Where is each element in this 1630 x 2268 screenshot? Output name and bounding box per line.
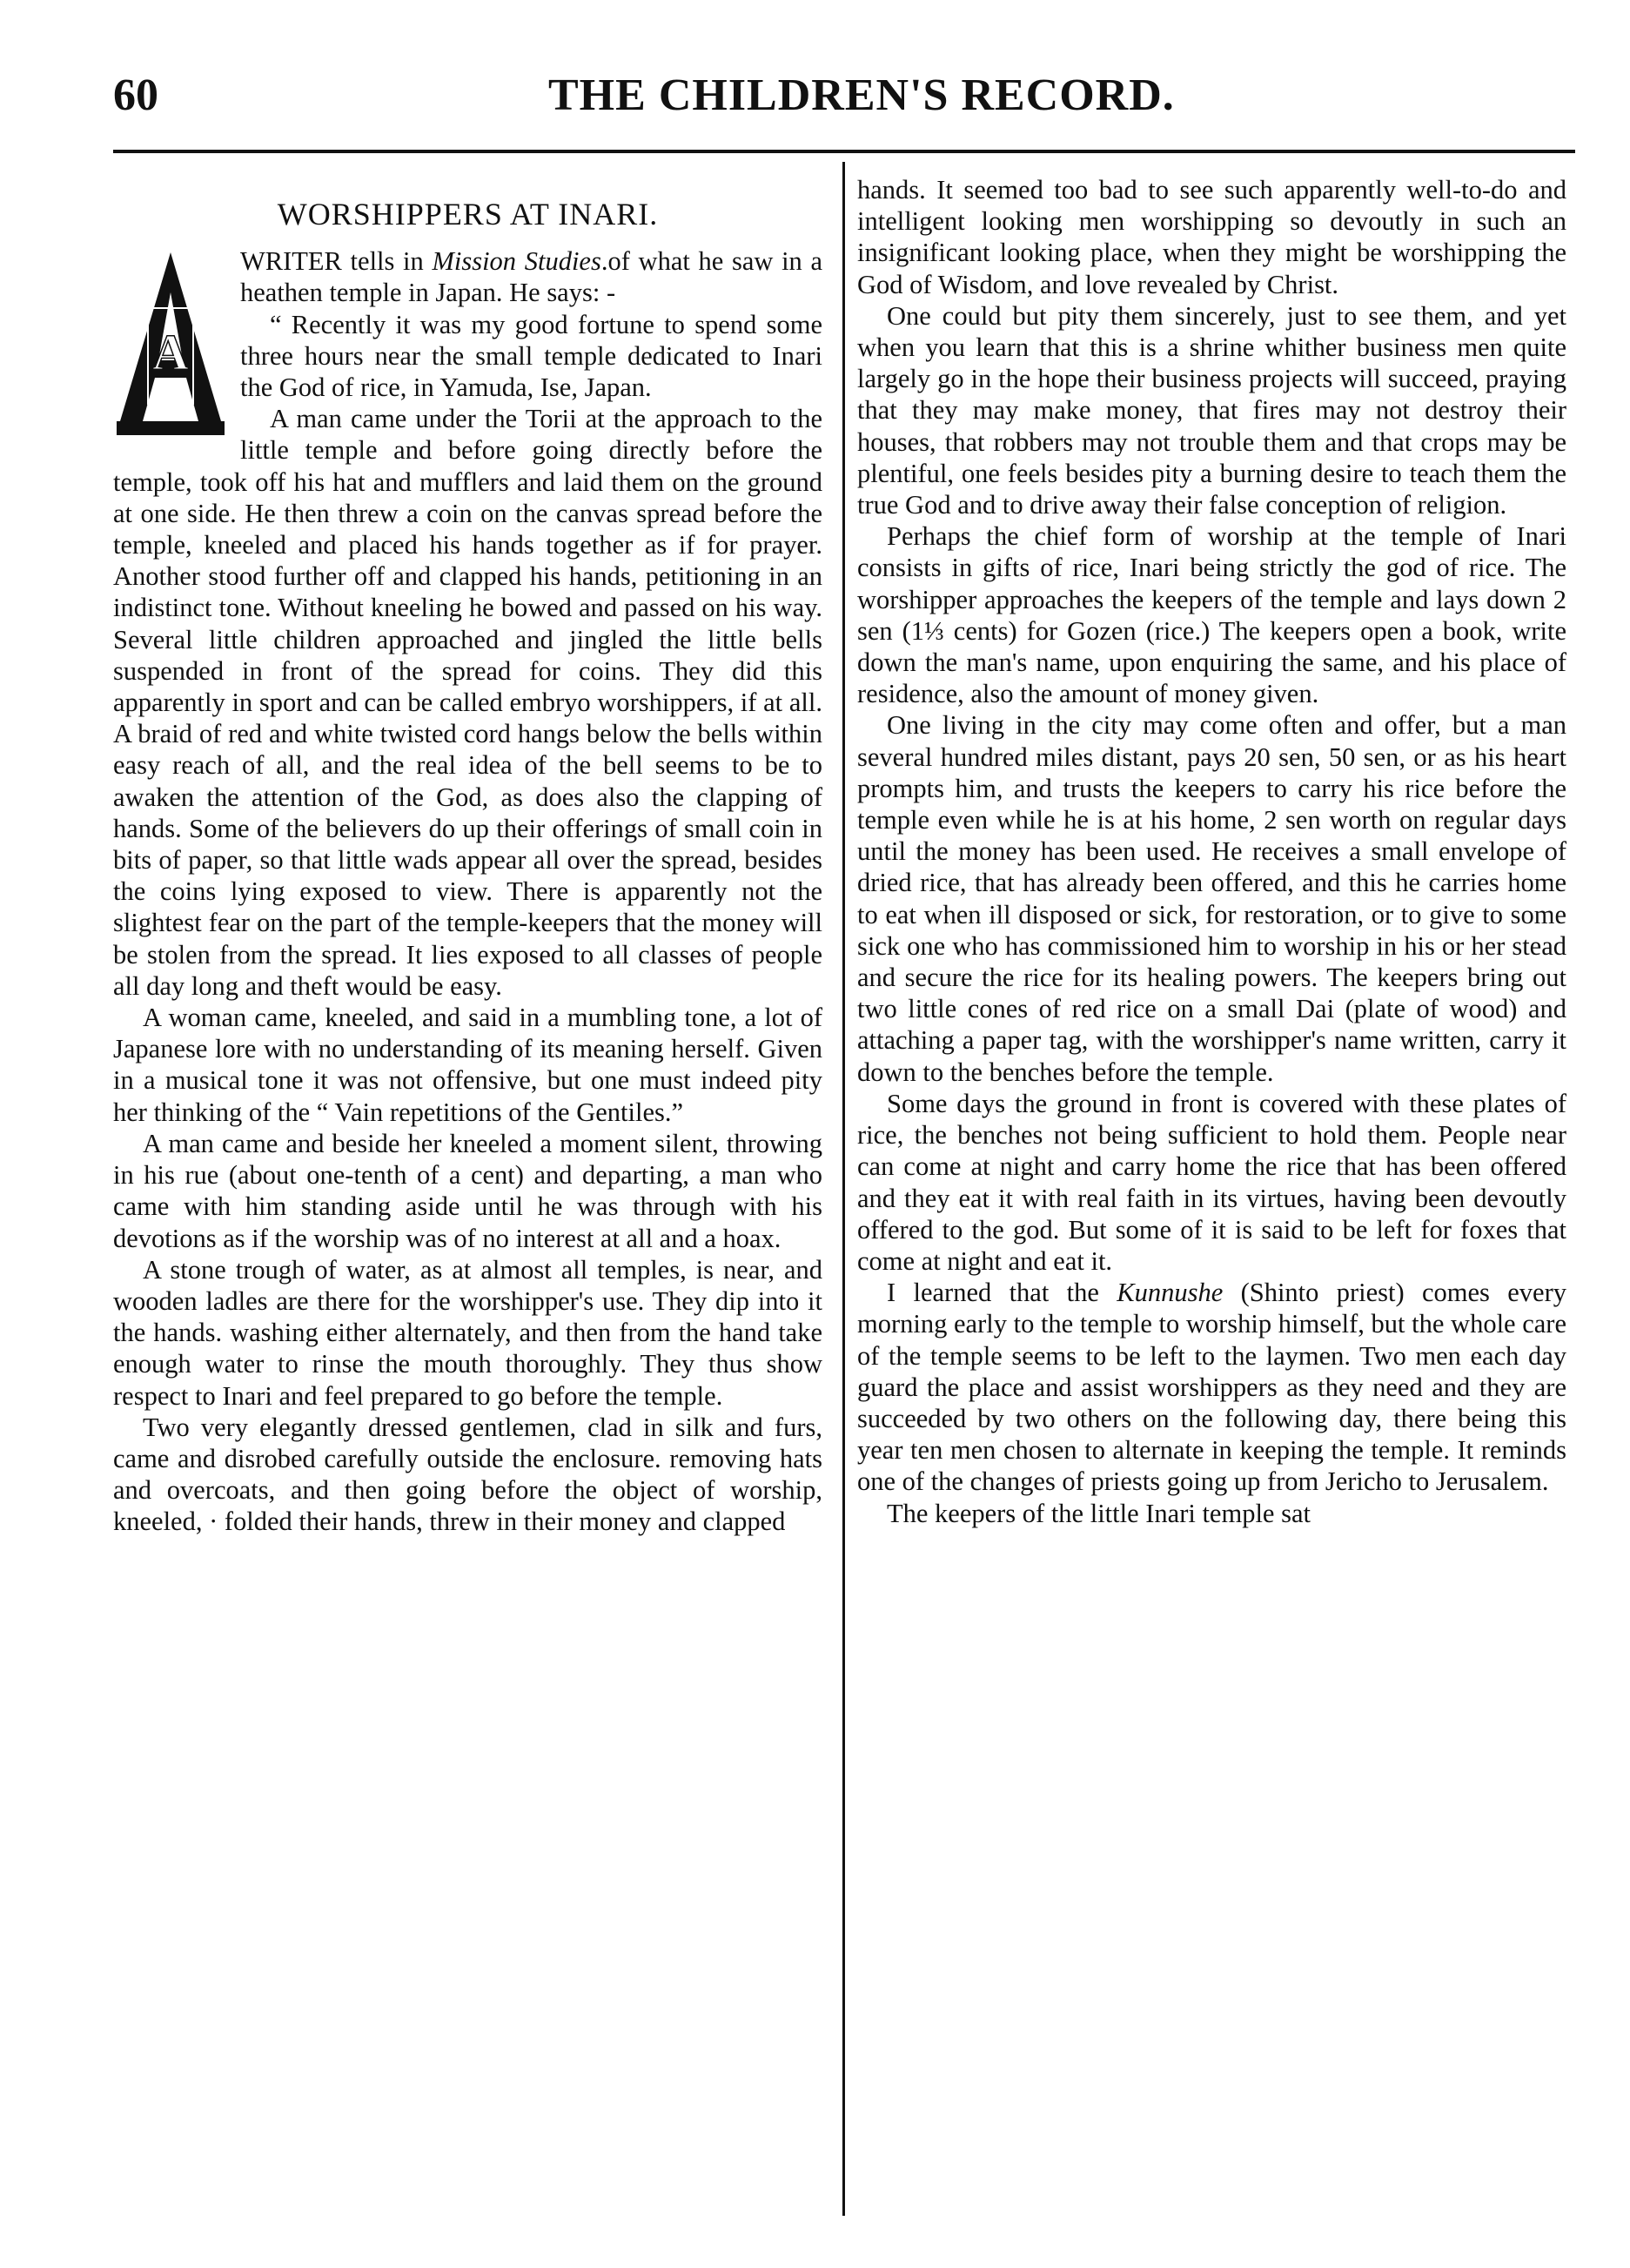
- paragraph: One could but pity them sincerely, just to see them, and yet when you learn that this is a shrine whither business men quite largely go in the hope their business projects will succeed, praying that they may make money, that fires may not destroy their houses, that robbers may not trouble them and that crops may be plentiful, one feels besides pity a burning desire to teach them the true God and to drive away their false conception of religion.: [857, 300, 1566, 520]
- header-rule: [113, 150, 1575, 153]
- paragraph: hands. It seemed too bad to see such apparently well-to-do and intelligent looking men worshipping so devoutly in such an insignificant looking place, when they might be worshipping the God of Wisdom, and love revealed by Christ.: [857, 175, 1566, 299]
- paragraph: WRITER tells in Mission Studies.of what he saw in a heathen temple in Japan. He says: -: [240, 246, 822, 308]
- column-divider: [842, 162, 845, 2216]
- left-column: [113, 174, 822, 1538]
- running-title: THE CHILDREN'S RECORD.: [548, 70, 1175, 120]
- ornamental-dropcap: [113, 247, 228, 439]
- paragraph: “ Recently it was my good fortune to spend some three hours near the small temple dedicated to Inari the God of rice, in Yamuda, Ise, Japan.: [240, 309, 822, 403]
- article-title: WORSHIPPERS AT INARI.: [277, 197, 659, 231]
- paragraph: A woman came, kneeled, and said in a mumbling tone, a lot of Japanese lore with no understanding of its meaning herself. Given in a musical tone it was not offensive, but one must indeed pity her thinking of the “ Vain repetitions of the Gentiles.”: [113, 1003, 822, 1127]
- dropcap-letter: A: [152, 324, 189, 381]
- paragraph: A man came under the Torii at the approach to the little temple and before going directly before the temple, took off his hat and mufflers and laid them on the ground at one side. He then threw a coin on the canvas spread before the temple, kneeled and placed his hands together as if for prayer. Another stood further off and clapped his hands, petitioning in an indistinct tone. Without kneeling he bowed and passed on his way. Several little children approached and jingled the little bells suspended in front of the spread for coins. They did this apparently in sport and can be called embryo worshippers, if at all. A braid of red and white twisted cord hangs below the bells within easy reach of all, and the real idea of the bell seems to be to awaken the attention of the God, as does also the clapping of hands. Some of the believers do up their offerings of small coin in bits of paper, so that little wads appear all over the spread, besides the coins lying exposed to view. There is apparently not the slightest fear on the part of the temple-keepers that the money will be stolen from the spread. It lies exposed to all classes of people all day long and theft would be easy.: [113, 404, 822, 1001]
- paragraph: Perhaps the chief form of worship at the temple of Inari consists in gifts of rice, Inari being strictly the god of rice. The worshipper approaches the keepers of the temple and lays down 2 sen (1⅓ cents) for Gozen (rice.) The keepers open a book, write down the man's name, upon enquiring the same, and his place of residence, also the amount of money given.: [857, 521, 1566, 709]
- paragraph: I learned that the Kunnushe (Shinto priest) comes every morning early to the temple to worship himself, but the whole care of the temple seems to be left to the laymen. Two men each day guard the place and assist worshippers as they need and they are succeeded by two others on the following day, there being this year ten men chosen to alternate in keeping the temple. It reminds one of the changes of priests going up from Jericho to Jerusalem.: [857, 1278, 1566, 1497]
- paragraph: Two very elegantly dressed gentlemen, clad in silk and furs, came and disrobed carefully outside the enclosure. removing hats and overcoats, and then going before the object of worship, kneeled, · folded their hands, threw in their money and clapped: [113, 1412, 822, 1537]
- paragraph: One living in the city may come often and offer, but a man several hundred miles distant, pays 20 sen, 50 sen, or as his heart prompts him, and trusts the keepers to carry his rice before the temple even while he is at his home, 2 sen worth on regular days until the money has been used. He receives a small envelope of dried rice, that has already been offered, and this he carries home to eat when ill disposed or sick, for restoration, or to give to some sick one who has commissioned him to worship in his or her stead and secure the rice for its healing powers. The keepers bring out two little cones of red rice on a small Dai (plate of wood) and attaching a paper tag, with the worshipper's name written, carry it down to the benches before the temple.: [857, 710, 1566, 1087]
- page-number: 60: [113, 70, 158, 120]
- paragraph: A man came and beside her kneeled a moment silent, throwing in his rue (about one-tenth of a cent) and departing, a man who came with him standing aside until he was through with his devotions as if the worship was of no interest at all and a hoax.: [113, 1128, 822, 1253]
- paragraph: The keepers of the little Inari temple sat: [887, 1498, 1311, 1528]
- paragraph: A stone trough of water, as at almost all temples, is near, and wooden ladles are there for the worshipper's use. They dip into it the hands. washing either alternately, and then from the hand take enough water to rinse the mouth thoroughly. They thus show respect to Inari and feel prepared to go before the temple.: [113, 1254, 822, 1411]
- right-column: [857, 174, 1566, 1529]
- paragraph: Some days the ground in front is covered with these plates of rice, the benches not being sufficient to hold them. People near can come at night and carry home the rice that has been offered and they eat it with real faith in its virtues, having been devoutly offered to the god. But some of it is said to be left for foxes that come at night and eat it.: [857, 1088, 1566, 1276]
- page-header: [113, 70, 1575, 139]
